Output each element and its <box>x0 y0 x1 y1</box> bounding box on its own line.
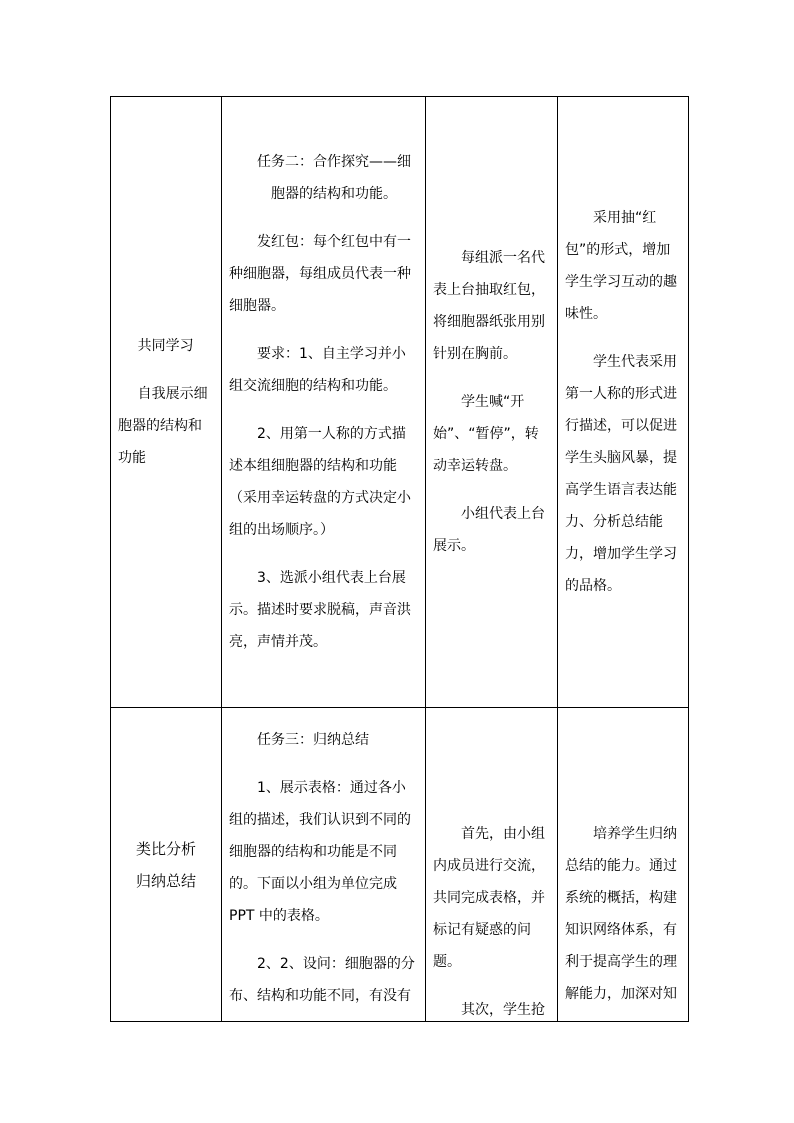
task-heading: 任务二：合作探究——细 <box>257 154 411 170</box>
stage-cell <box>111 97 222 708</box>
stage-subtitle: 自我展示细胞器的结构和功能 <box>118 386 208 466</box>
teacher-paragraph: 2、用第一人称的方式描述本组细胞器的结构和功能（采用幸运转盘的方式决定小组的出场顺序。） <box>229 426 411 538</box>
design-intent-cell <box>558 708 689 1022</box>
student-activity-cell <box>426 97 558 708</box>
teacher-activity-cell <box>222 97 426 708</box>
teacher-paragraph: 要求：1、自主学习并小组交流细胞的结构和功能。 <box>229 346 406 394</box>
student-paragraph: 其次，学生抢 <box>461 1002 545 1018</box>
stage-title: 类比分析 <box>135 839 196 858</box>
teacher-paragraph: 3、选派小组代表上台展示。描述时要求脱稿，声音洪亮，声情并茂。 <box>229 570 411 650</box>
stage-cell <box>111 708 222 1022</box>
lesson-plan-table <box>110 96 689 1022</box>
design-intent-cell <box>558 97 689 708</box>
stage-title: 共同学习 <box>137 338 194 354</box>
student-paragraph: 每组派一名代表上台抽取红包，将细胞器纸张用别针别在胸前。 <box>433 250 545 362</box>
intent-paragraph: 采用抽“红包”的形式，增加学生学习互动的趣味性。 <box>565 210 677 322</box>
student-activity-cell <box>426 708 558 1022</box>
task-heading: 任务三：归纳总结 <box>257 732 369 748</box>
intent-paragraph: 培养学生归纳总结的能力。通过系统的概括，构建知识网络体系，有利于提高学生的理解能力，加深对知 <box>565 826 677 1002</box>
table-row <box>111 97 689 708</box>
teacher-paragraph: 发红包：每个红包中有一种细胞器，每组成员代表一种细胞器。 <box>229 234 411 314</box>
teacher-activity-cell <box>222 708 426 1022</box>
teacher-paragraph: 2、2、设问：细胞器的分布、结构和功能不同，有没有 <box>229 956 415 1004</box>
stage-subtitle: 归纳总结 <box>135 871 196 890</box>
intent-paragraph: 学生代表采用第一人称的形式进行描述，可以促进学生头脑风暴，提高学生语言表达能力、分析总结能力，增加学生学习的品格。 <box>565 354 677 594</box>
teacher-paragraph: 1、展示表格：通过各小组的描述，我们认识到不同的细胞器的结构和功能是不同的。下面以小组为单位完成 PPT 中的表格。 <box>229 780 411 924</box>
student-paragraph: 学生喊“开始”、“暂停”，转动幸运转盘。 <box>433 394 539 474</box>
table-row <box>111 708 689 1022</box>
student-paragraph: 小组代表上台展示。 <box>433 506 545 554</box>
task-heading-cont: 胞器的结构和功能。 <box>271 186 397 202</box>
student-paragraph: 首先，由小组内成员进行交流，共同完成表格，并标记有疑惑的问题。 <box>433 826 545 970</box>
